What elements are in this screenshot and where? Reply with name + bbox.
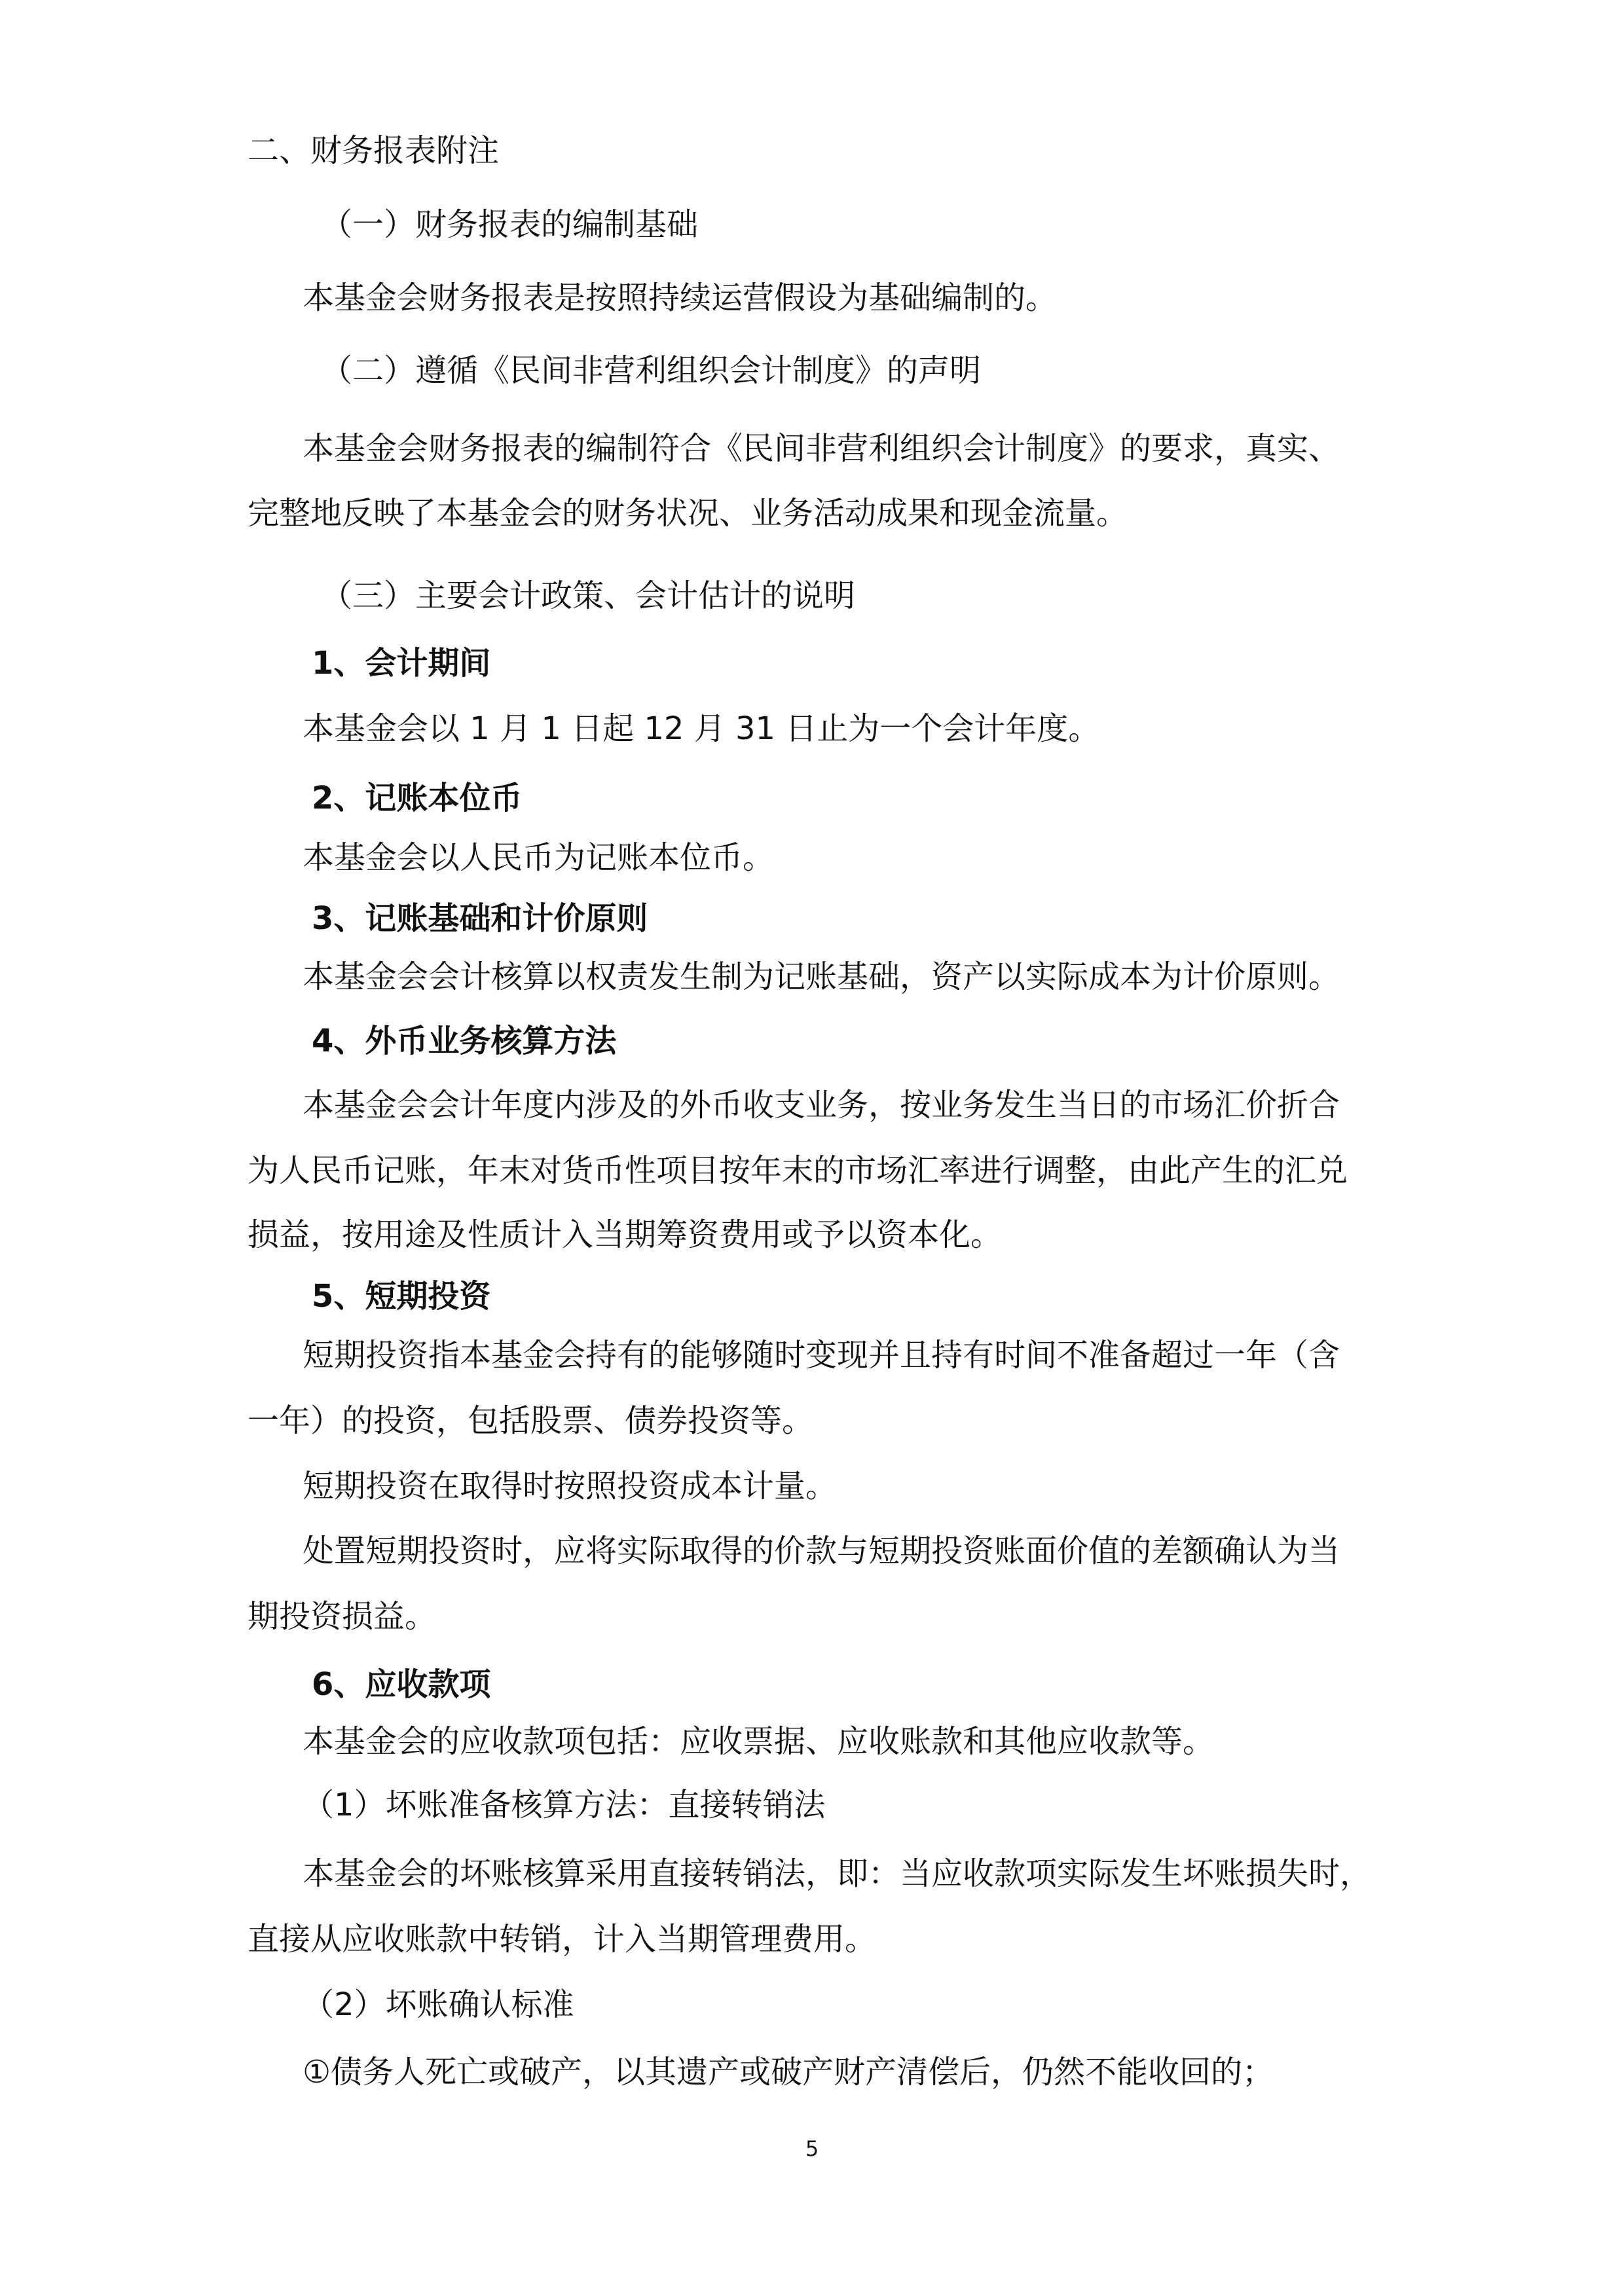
paragraph-line: 损益，按用途及性质计入当期筹资费用或予以资本化。 xyxy=(248,1216,1003,1253)
paragraph-line: 短期投资指本基金会持有的能够随时变现并且持有时间不准备超过一年（含 xyxy=(303,1337,1340,1374)
paragraph-line: 为人民币记账，年末对货币性项目按年末的市场汇率进行调整，由此产生的汇兑 xyxy=(248,1152,1348,1189)
paragraph-line: ①债务人死亡或破产，以其遗产或破产财产清偿后，仍然不能收回的； xyxy=(303,2054,1274,2090)
paragraph-line: 本基金会会计年度内涉及的外币收支业务，按业务发生当日的市场汇价折合 xyxy=(303,1087,1340,1123)
paragraph-line: 直接从应收账款中转销，计入当期管理费用。 xyxy=(248,1921,877,1958)
item-heading: 5、短期投资 xyxy=(312,1278,491,1315)
item-heading: 4、外币业务核算方法 xyxy=(312,1023,617,1059)
paragraph-line: 期投资损益。 xyxy=(248,1598,437,1635)
paragraph-line: 本基金会的应收款项包括：应收票据、应收账款和其他应收款等。 xyxy=(303,1723,1215,1760)
paragraph-line: 本基金会以 1 月 1 日起 12 月 31 日止为一个会计年度。 xyxy=(303,710,1100,747)
section-heading: 二、财务报表附注 xyxy=(248,132,500,169)
paragraph-line: 一年）的投资，包括股票、债券投资等。 xyxy=(248,1402,814,1439)
paragraph-line: 处置短期投资时，应将实际取得的价款与短期投资账面价值的差额确认为当 xyxy=(303,1533,1340,1569)
paragraph-line: 本基金会财务报表是按照持续运营假设为基础编制的。 xyxy=(303,280,1058,316)
paragraph-line: 本基金会的坏账核算采用直接转销法，即：当应收款项实际发生坏账损失时， xyxy=(303,1855,1372,1892)
paragraph-line: 本基金会会计核算以权责发生制为记账基础，资产以实际成本为计价原则。 xyxy=(303,958,1340,995)
paragraph-line: 本基金会以人民币为记账本位币。 xyxy=(303,839,775,876)
paragraph-line: 本基金会财务报表的编制符合《民间非营利组织会计制度》的要求，真实、 xyxy=(303,430,1340,467)
subitem-heading: （1）坏账准备核算方法：直接转销法 xyxy=(303,1787,826,1823)
paragraph-line: 完整地反映了本基金会的财务状况、业务活动成果和现金流量。 xyxy=(248,495,1128,532)
item-heading: 3、记账基础和计价原则 xyxy=(312,900,648,937)
subitem-heading: （2）坏账确认标准 xyxy=(303,1986,574,2023)
subsection-heading: （三）主要会计政策、会计估计的说明 xyxy=(321,577,856,614)
subsection-heading: （二）遵循《民间非营利组织会计制度》的声明 xyxy=(321,352,982,389)
paragraph-line: 短期投资在取得时按照投资成本计量。 xyxy=(303,1468,838,1504)
item-heading: 6、应收款项 xyxy=(312,1666,491,1703)
subsection-heading: （一）财务报表的编制基础 xyxy=(321,206,699,243)
page-number: 5 xyxy=(805,2136,819,2161)
item-heading: 2、记账本位币 xyxy=(312,780,523,816)
item-heading: 1、会计期间 xyxy=(312,645,491,682)
